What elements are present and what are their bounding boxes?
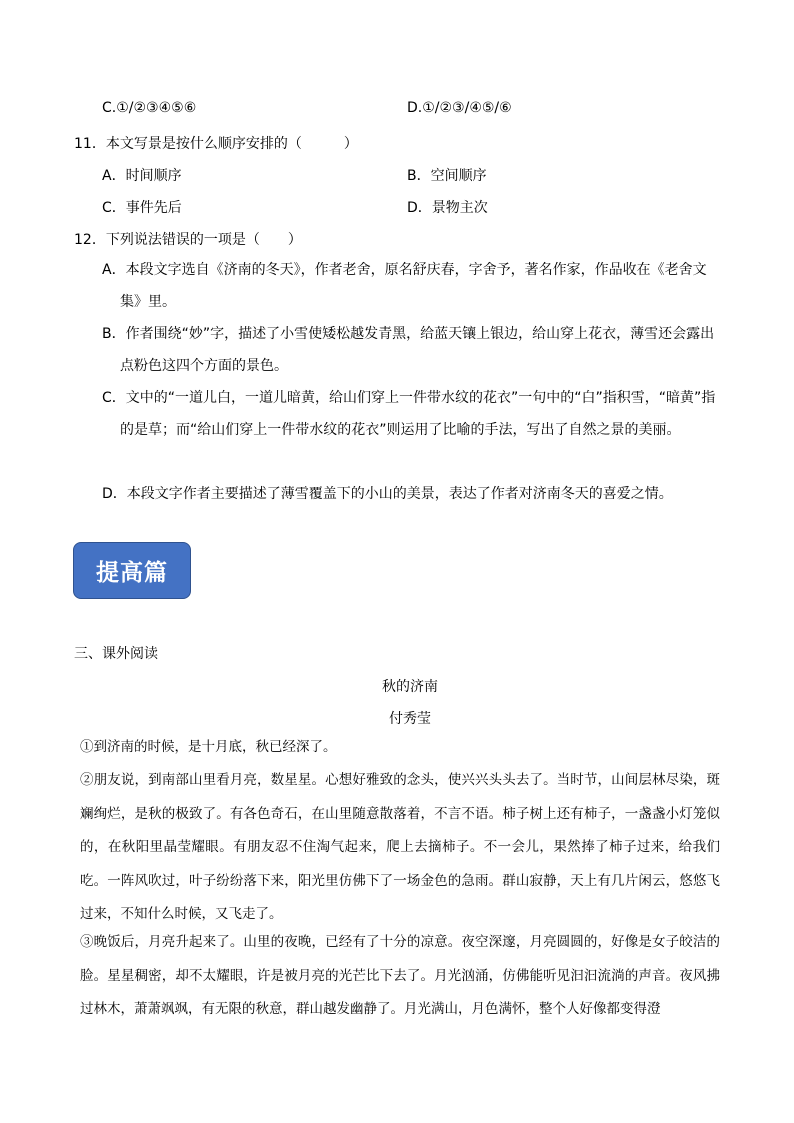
q11-option-a: A．时间顺序 <box>102 168 182 184</box>
q12-stem: 12．下列说法错误的一项是（ ） <box>74 232 302 248</box>
q12-option-a <box>102 254 724 318</box>
q12-option-d-text: D．本段文字作者主要描述了薄雪覆盖下的小山的美景，表达了作者对济南冬天的喜爱之情。 <box>102 486 673 502</box>
q11-stem: 11．本文写景是按什么顺序安排的（ ） <box>74 136 358 152</box>
q12-option-a-text: A．本段文字选自《济南的冬天》，作者老舍，原名舒庆春，字舍予，著名作家，作品收在《老舍文集》里。 <box>102 262 707 310</box>
article-paragraph-2: ②朋友说，到南部山里看月亮，数星星。心想好雅致的念头，使兴兴头头去了。当时节，山间层林尽染，斑斓绚烂，是秋的极致了。有各色奇石，在山里随意散落着，不言不语。柿子树上还有柿子，一盏盏小灯笼似的，在秋阳里晶莹耀眼。有朋友忍不住淘气起来，爬上去摘柿子。不一会儿，果然捧了柿子过来，给我们吃。一阵风吹过，叶子纷纷落下来，阳光里仿佛下了一场金色的急雨。群山寂静，天上有几片闲云，悠悠飞过来，不知什么时候，又飞走了。 <box>80 772 720 922</box>
q12-option-b-text: B．作者围绕“妙”字，描述了小雪使矮松越发青黑，给蓝天镶上银边，给山穿上花衣，薄雪还会露出点粉色这四个方面的景色。 <box>102 326 715 374</box>
q12-option-b <box>102 318 724 382</box>
q10-option-d: D.①/②③/④⑤/⑥ <box>407 100 512 116</box>
article-author: 付秀莹 <box>389 711 431 727</box>
article-paragraph-1: ①到济南的时候，是十月底，秋已经深了。 <box>80 739 337 755</box>
section-heading: 三、课外阅读 <box>74 646 158 662</box>
q10-option-c: C.①/②③④⑤⑥ <box>102 100 197 116</box>
section-banner <box>73 542 191 599</box>
q11-option-c: C．事件先后 <box>102 200 182 216</box>
article-paragraph-3: ③晚饭后，月亮升起来了。山里的夜晚，已经有了十分的凉意。夜空深邃，月亮圆圆的，好像是女子皎洁的脸。星星稠密，却不太耀眼，许是被月亮的光芒比下去了。月光汹涌，仿佛能听见汩汩流淌的声音。夜风拂过林木，萧萧飒飒，有无限的秋意，群山越发幽静了。月光满山，月色满怀，整个人好像都变得澄 <box>80 934 720 1017</box>
q11-option-b: B．空间顺序 <box>407 168 487 184</box>
section-banner-label: 提高篇 <box>96 559 168 586</box>
q12-option-c <box>102 382 724 446</box>
article-title: 秋的济南 <box>382 679 438 695</box>
q12-option-c-text: C．文中的“一道儿白，一道儿暗黄，给山们穿上一件带水纹的花衣”一句中的“白”指积雪，“暗黄”指的是草；而“给山们穿上一件带水纹的花衣”则运用了比喻的手法，写出了自然之景的美丽。 <box>102 390 716 438</box>
q11-option-d: D．景物主次 <box>407 200 488 216</box>
q12-option-d <box>102 478 724 510</box>
